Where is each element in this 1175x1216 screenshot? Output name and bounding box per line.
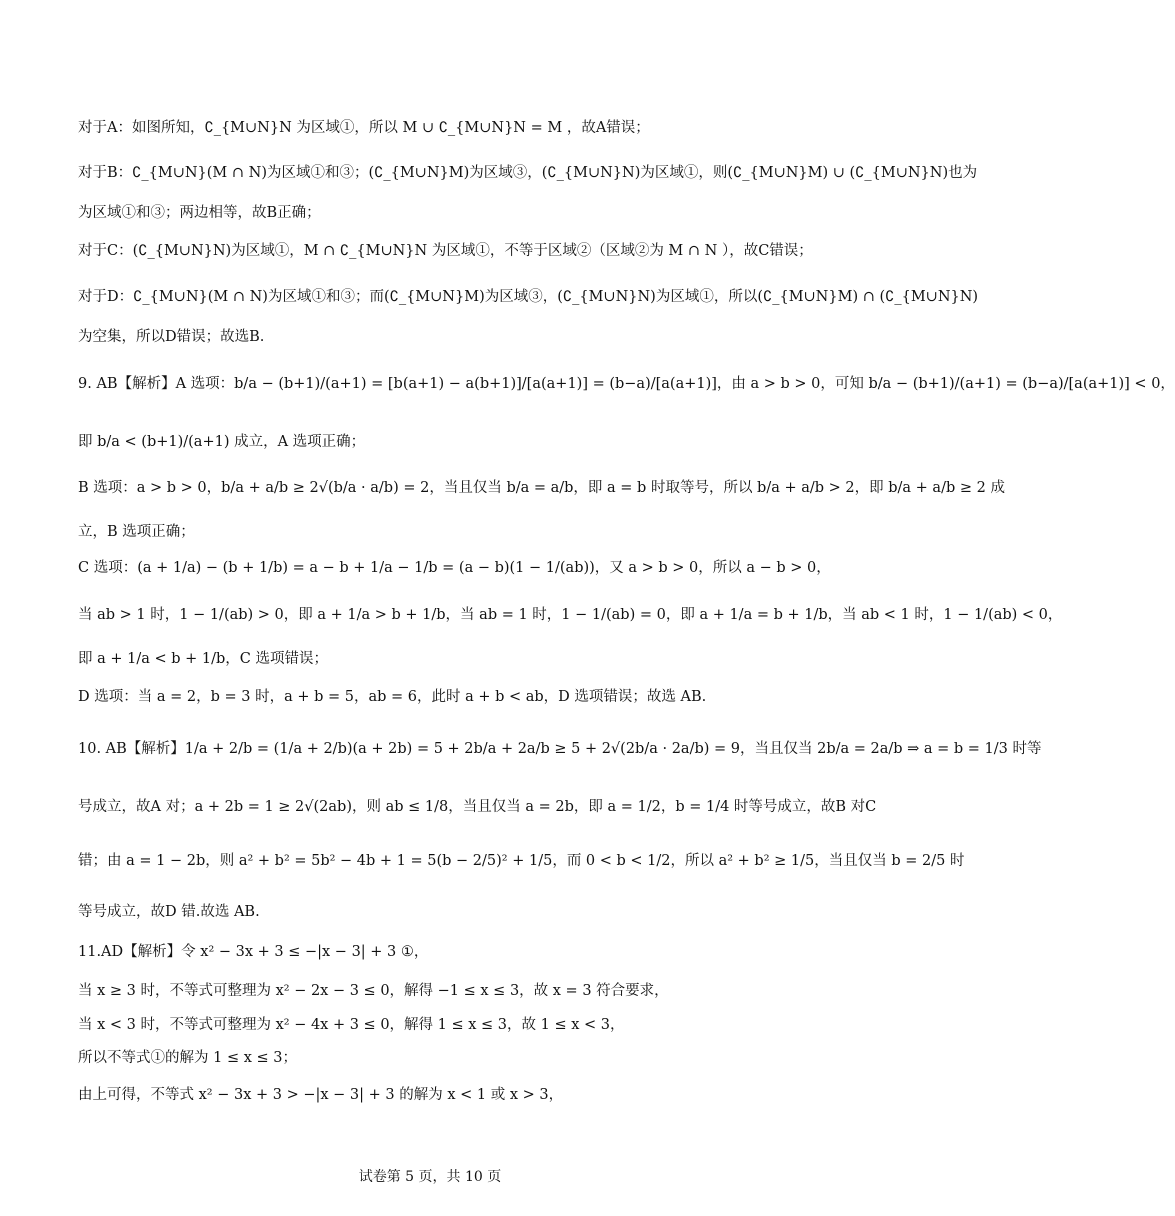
page-footer: 试卷第 5 页，共 10 页	[358, 1169, 502, 1185]
text-line: 所以不等式①的解为 1 ≤ x ≤ 3；	[78, 1050, 297, 1066]
text-line: 错；由 a = 1 − 2b，则 a² + b² = 5b² − 4b + 1 = 5(b − 2/5)² + 1/5，而 0 < b < 1/2，所以 a² + b² ≥ 1/5，当且仅当 b = 2/5 时	[78, 853, 965, 869]
text-line: 对于B：∁_{M∪N}(M ∩ N)为区域①和③；(∁_{M∪N}M)为区域③，(∁_{M∪N}N)为区域①，则(∁_{M∪N}M) ∪ (∁_{M∪N}N)也为	[78, 165, 978, 181]
text-line: 当 x < 3 时，不等式可整理为 x² − 4x + 3 ≤ 0，解得 1 ≤ x ≤ 3，故 1 ≤ x < 3，	[78, 1017, 625, 1033]
text-line: 当 x ≥ 3 时，不等式可整理为 x² − 2x − 3 ≤ 0，解得 −1 ≤ x ≤ 3，故 x = 3 符合要求，	[78, 983, 669, 999]
text-line: 当 ab > 1 时，1 − 1/(ab) > 0，即 a + 1/a > b + 1/b，当 ab = 1 时，1 − 1/(ab) = 0，即 a + 1/a = b + 1/b，当 ab < 1 时，1 − 1/(ab) < 0，	[78, 607, 1063, 623]
text-line: 即 b/a < (b+1)/(a+1) 成立，A 选项正确；	[78, 434, 366, 450]
text-line: 号成立，故A 对；a + 2b = 1 ≥ 2√(2ab)，则 ab ≤ 1/8，当且仅当 a = 2b，即 a = 1/2，b = 1/4 时等号成立，故B 对C	[78, 799, 877, 815]
text-line: 11.AD【解析】令 x² − 3x + 3 ≤ −|x − 3| + 3 ①，	[78, 944, 429, 960]
text-line: 9. AB【解析】A 选项：b/a − (b+1)/(a+1) = [b(a+1) − a(b+1)]/[a(a+1)] = (b−a)/[a(a+1)]，由 a > b > 0，可知 b/a − (b+1)/(a+1) = (b−a)/[a(a+1)] < 0，	[78, 376, 1175, 392]
text-line: 等号成立，故D 错.故选 AB.	[78, 904, 260, 920]
text-line: 为区域①和③；两边相等，故B正确；	[78, 205, 321, 221]
text-line: 即 a + 1/a < b + 1/b，C 选项错误；	[78, 651, 328, 667]
text-line: C 选项：(a + 1/a) − (b + 1/b) = a − b + 1/a − 1/b = (a − b)(1 − 1/(ab))，又 a > b > 0，所以 a − b > 0，	[78, 560, 831, 576]
text-line: 10. AB【解析】1/a + 2/b = (1/a + 2/b)(a + 2b) = 5 + 2b/a + 2a/b ≥ 5 + 2√(2b/a · 2a/b) = 9，当且仅当 2b/a = 2a/b ⇒ a = b = 1/3 时等	[78, 741, 1042, 757]
text-line: B 选项：a > b > 0，b/a + a/b ≥ 2√(b/a · a/b) = 2，当且仅当 b/a = a/b，即 a = b 时取等号，所以 b/a + a/b > 2，即 b/a + a/b ≥ 2 成	[78, 480, 1005, 496]
text-line: 由上可得，不等式 x² − 3x + 3 > −|x − 3| + 3 的解为 x < 1 或 x > 3，	[78, 1087, 564, 1103]
text-line: 立，B 选项正确；	[78, 524, 195, 540]
text-line: 对于C：(∁_{M∪N}N)为区域①，M ∩ ∁_{M∪N}N 为区域①，不等于区域②（区域②为 M ∩ N ），故C错误；	[78, 243, 813, 259]
text-line: D 选项：当 a = 2，b = 3 时，a + b = 5，ab = 6，此时 a + b < ab，D 选项错误；故选 AB.	[78, 689, 707, 705]
text-line: 对于D：∁_{M∪N}(M ∩ N)为区域①和③；而(∁_{M∪N}M)为区域③，(∁_{M∪N}N)为区域①，所以(∁_{M∪N}M) ∩ (∁_{M∪N}N)	[78, 289, 979, 305]
text-line: 对于A：如图所知，∁_{M∪N}N 为区域①，所以 M ∪ ∁_{M∪N}N = M ，故A错误；	[78, 120, 650, 136]
text-line: 为空集，所以D错误；故选B.	[78, 329, 265, 345]
